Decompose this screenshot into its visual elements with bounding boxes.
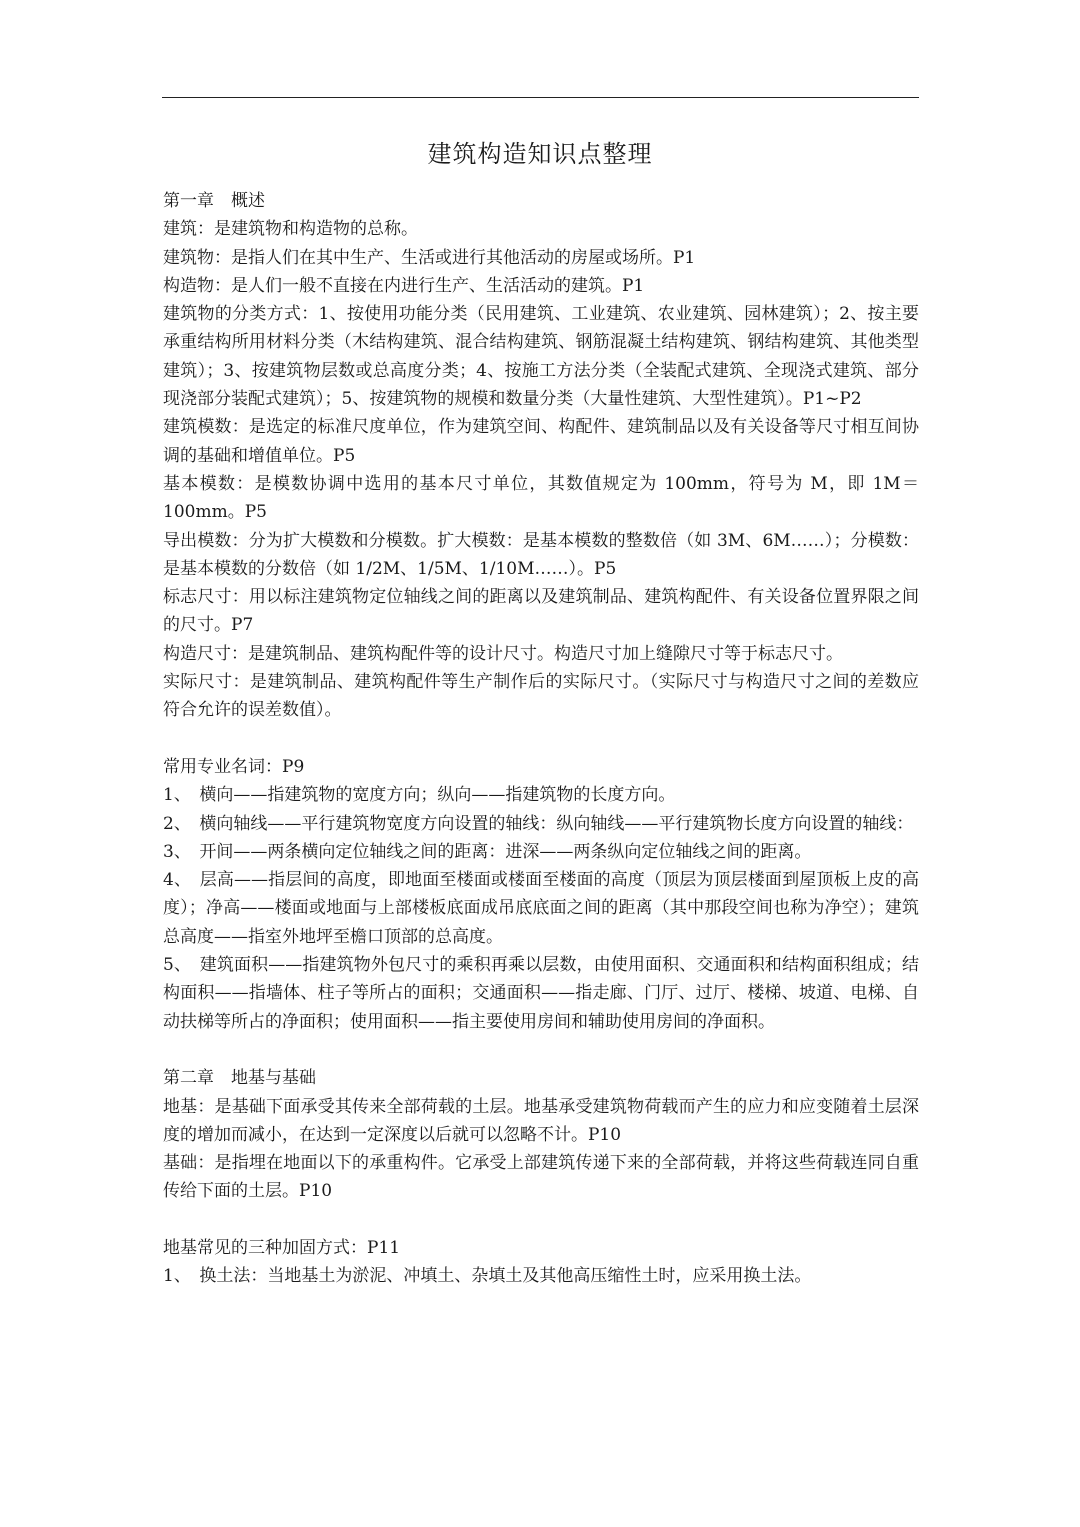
document-body [163, 187, 919, 1291]
paragraph: 基础：是指埋在地面以下的承重构件。它承受上部建筑传递下来的全部荷载，并将这些荷载连同自重传给下面的土层。P10 [163, 1153, 919, 1202]
paragraph: 地基常见的三种加固方式：P11 [163, 1237, 401, 1258]
paragraph: 地基：是基础下面承受其传来全部荷载的土层。地基承受建筑物荷载而产生的应力和应变随着土层深度的增加而减小，在达到一定深度以后就可以忽略不计。P10 [163, 1096, 919, 1145]
paragraph: 实际尺寸：是建筑制品、建筑构配件等生产制作后的实际尺寸。（实际尺寸与构造尺寸之间的差数应符合允许的误差数值）。 [163, 672, 919, 721]
paragraph: 1、 换土法：当地基土为淤泥、冲填土、杂填土及其他高压缩性土时，应采用换土法。 [163, 1266, 812, 1287]
paragraph: 1、 横向——指建筑物的宽度方向；纵向——指建筑物的长度方向。 [163, 785, 676, 806]
paragraph: 4、 层高——指层间的高度，即地面至楼面或楼面至楼面的高度（顶层为顶层楼面到屋顶板上皮的高度）；净高——楼面或地面与上部楼板底面成吊底底面之间的距离（其中那段空间也称为净空）；建筑总高度——指室外地坪至檐口顶部的总高度。 [163, 870, 919, 947]
paragraph: 建筑模数：是选定的标准尺度单位，作为建筑空间、构配件、建筑制品以及有关设备等尺寸相互间协调的基础和增值单位。P5 [163, 417, 919, 466]
paragraph: 建筑物的分类方式：1、按使用功能分类（民用建筑、工业建筑、农业建筑、园林建筑）；2、按主要承重结构所用材料分类（木结构建筑、混合结构建筑、钢筋混凝土结构建筑、钢结构建筑、其他类型建筑）；3、按建筑物层数或总高度分类；4、按施工方法分类（全装配式建筑、全现浇式建筑、部分现浇部分装配式建筑）；5、按建筑物的规模和数量分类（大量性建筑、大型性建筑）。P1~P2 [163, 304, 919, 410]
document-title: 建筑构造知识点整理 [427, 140, 653, 168]
paragraph: 3、 开间——两条横向定位轴线之间的距离：进深——两条纵向定位轴线之间的距离。 [163, 841, 812, 862]
paragraph: 基本模数：是模数协调中选用的基本尺寸单位，其数值规定为 100mm，符号为 M，即 1M＝100mm。P5 [163, 473, 919, 523]
paragraph-gap [163, 1036, 919, 1064]
header-rule [162, 97, 919, 98]
paragraph: 建筑物：是指人们在其中生产、生活或进行其他活动的房屋或场所。P1 [163, 247, 696, 268]
chapter-heading: 第一章 概述 [163, 191, 265, 211]
paragraph: 标志尺寸：用以标注建筑物定位轴线之间的距离以及建筑制品、建筑构配件、有关设备位置界限之间的尺寸。P7 [163, 587, 919, 636]
paragraph: 5、 建筑面积——指建筑物外包尺寸的乘积再乘以层数，由使用面积、交通面积和结构面积组成；结构面积——指墙体、柱子等所占的面积；交通面积——指走廊、门厅、过厅、楼梯、坡道、电梯、自动扶梯等所占的净面积；使用面积——指主要使用房间和辅助使用房间的净面积。 [163, 955, 919, 1032]
chapter-heading: 第二章 地基与基础 [163, 1068, 316, 1089]
paragraph: 构造尺寸：是建筑制品、建筑构配件等的设计尺寸。构造尺寸加上缝隙尺寸等于标志尺寸。 [163, 643, 843, 664]
paragraph: 导出模数：分为扩大模数和分模数。扩大模数：是基本模数的整数倍（如 3M、6M……）；分模数：是基本模数的分数倍（如 1/2M、1/5M、1/10M……）。P5 [163, 530, 919, 579]
paragraph: 构造物：是人们一般不直接在内进行生产、生活活动的建筑。P1 [163, 275, 645, 296]
paragraph-gap [163, 1206, 919, 1234]
paragraph: 2、 横向轴线——平行建筑物宽度方向设置的轴线：纵向轴线——平行建筑物长度方向设置的轴线： [163, 813, 914, 834]
paragraph: 常用专业名词：P9 [163, 756, 305, 777]
paragraph-gap [163, 725, 919, 753]
paragraph: 建筑：是建筑物和构造物的总称。 [163, 219, 418, 240]
